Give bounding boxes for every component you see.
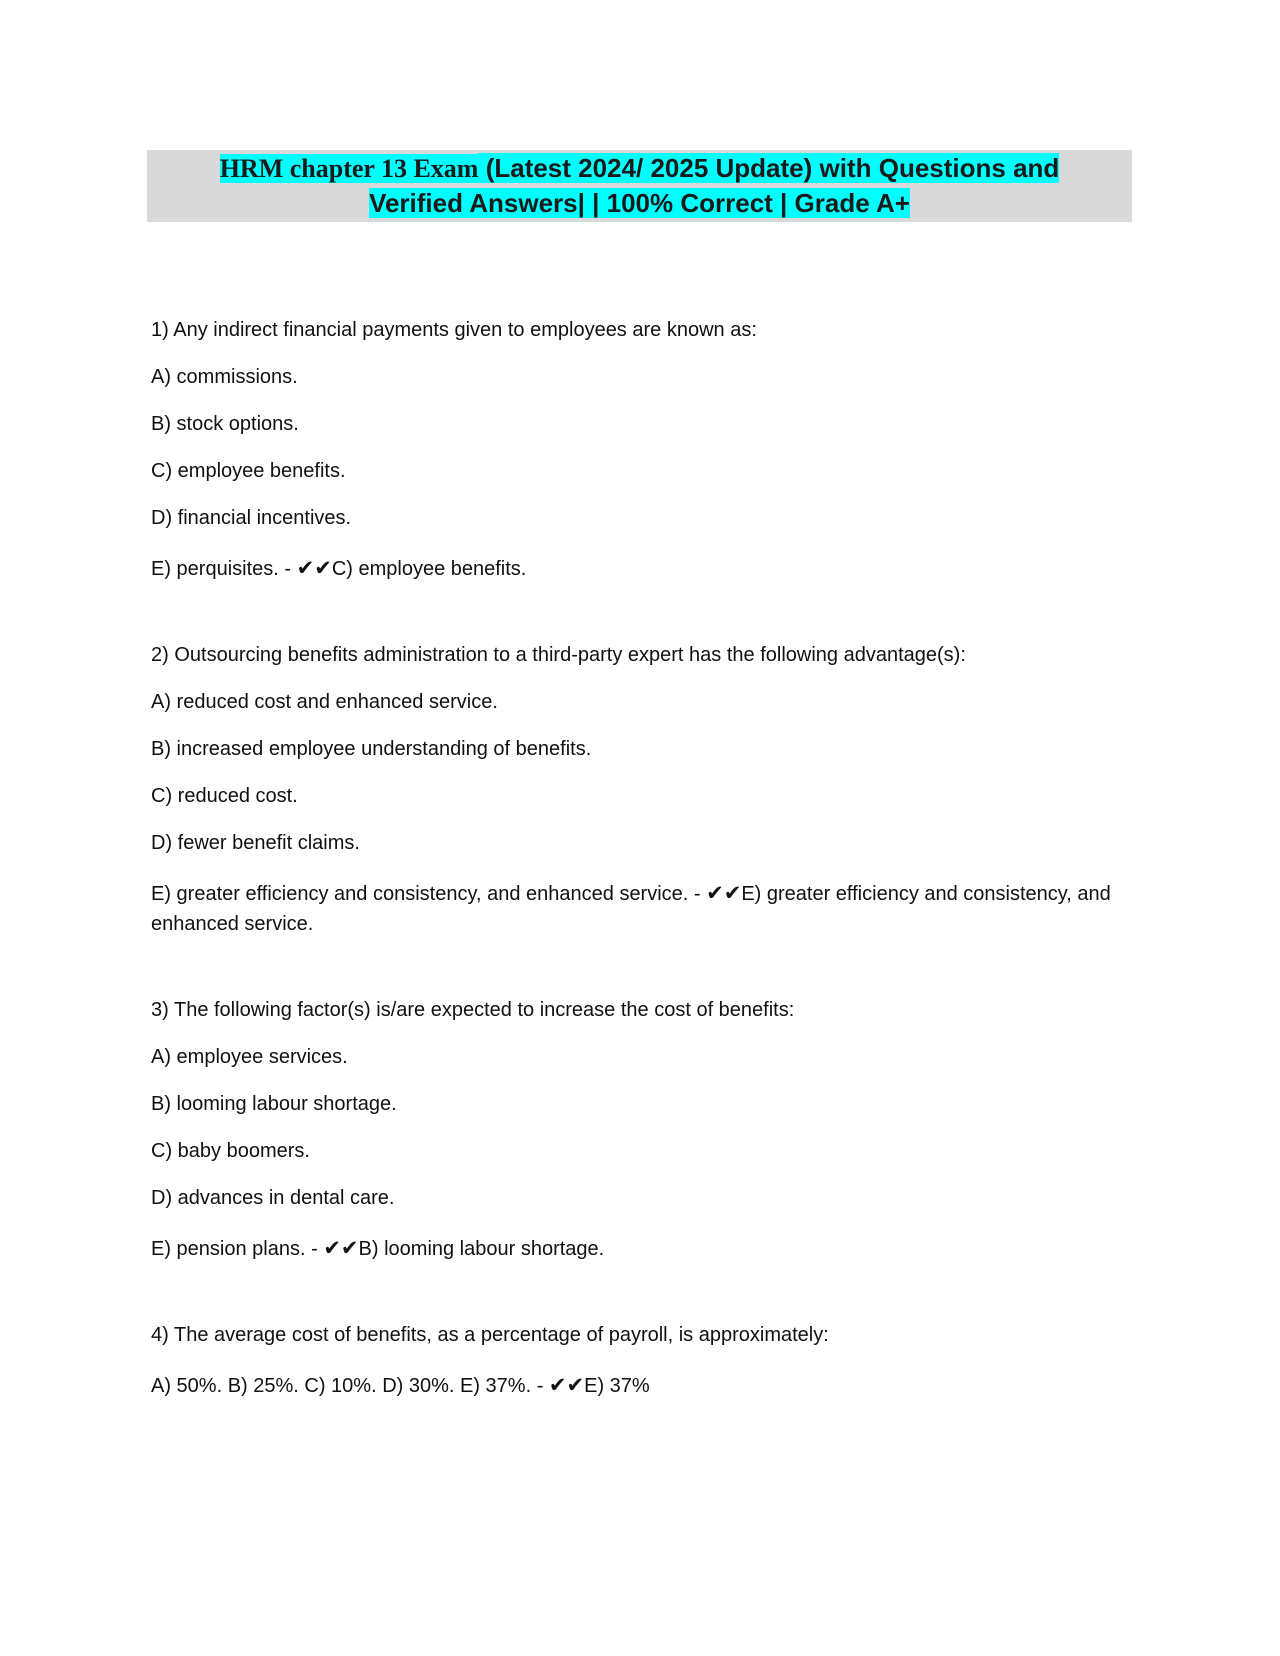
option-b: B) increased employee understanding of benefits.	[151, 738, 592, 760]
option-a: A) reduced cost and enhanced service.	[151, 691, 498, 713]
checkmark-icon: ✔✔	[706, 881, 742, 905]
title-line-1-serif: HRM chapter 13 Exam	[219, 154, 479, 183]
option-d: D) fewer benefit claims.	[151, 832, 360, 854]
question-1	[151, 315, 1131, 584]
question-stem: 1) Any indirect financial payments given to employees are known as:	[151, 319, 757, 341]
option-e: E) greater efficiency and consistency, and enhanced service. -	[151, 883, 707, 905]
option-c: C) reduced cost.	[151, 785, 298, 807]
option-b: B) stock options.	[151, 413, 299, 435]
correct-answer: C) employee benefits.	[331, 558, 527, 580]
question-4	[151, 1320, 1131, 1401]
question-3	[151, 995, 1131, 1264]
correct-answer: B) looming labour shortage.	[358, 1238, 605, 1260]
option-d: D) financial incentives.	[151, 507, 352, 529]
option-e-with-answer	[151, 1233, 1131, 1264]
option-c: C) baby boomers.	[151, 1140, 310, 1162]
option-d: D) advances in dental care.	[151, 1187, 395, 1209]
option-c: C) employee benefits.	[151, 460, 346, 482]
question-stem: 3) The following factor(s) is/are expected to increase the cost of benefits:	[151, 999, 795, 1021]
document-title	[147, 150, 1132, 222]
options-inline: A) 50%. B) 25%. C) 10%. D) 30%. E) 37%. -	[151, 1375, 549, 1397]
option-e-with-answer	[151, 553, 1131, 584]
question-stem: 4) The average cost of benefits, as a percentage of payroll, is approximately:	[151, 1324, 829, 1346]
question-stem: 2) Outsourcing benefits administration to a third-party expert has the following advantage(s):	[151, 644, 966, 666]
option-e-with-answer	[151, 878, 1131, 939]
option-a: A) employee services.	[151, 1046, 348, 1068]
checkmark-icon: ✔✔	[323, 1236, 359, 1260]
title-line-2: Verified Answers| | 100% Correct | Grade A+	[369, 188, 910, 218]
option-e: E) perquisites. -	[151, 558, 297, 580]
options-with-answer	[151, 1370, 1131, 1401]
question-list	[151, 315, 1131, 1457]
checkmark-icon: ✔✔	[548, 1373, 585, 1397]
checkmark-icon: ✔✔	[296, 556, 332, 580]
correct-answer: E) 37%	[584, 1375, 650, 1397]
question-2	[151, 640, 1131, 939]
title-line-1-sans: (Latest 2024/ 2025 Update) with Questions and	[478, 153, 1060, 183]
correct-answer: E) greater efficiency and consistency, and enhanced service.	[151, 883, 1111, 935]
option-b: B) looming labour shortage.	[151, 1093, 397, 1115]
option-e: E) pension plans. -	[151, 1238, 324, 1260]
option-a: A) commissions.	[151, 366, 298, 388]
